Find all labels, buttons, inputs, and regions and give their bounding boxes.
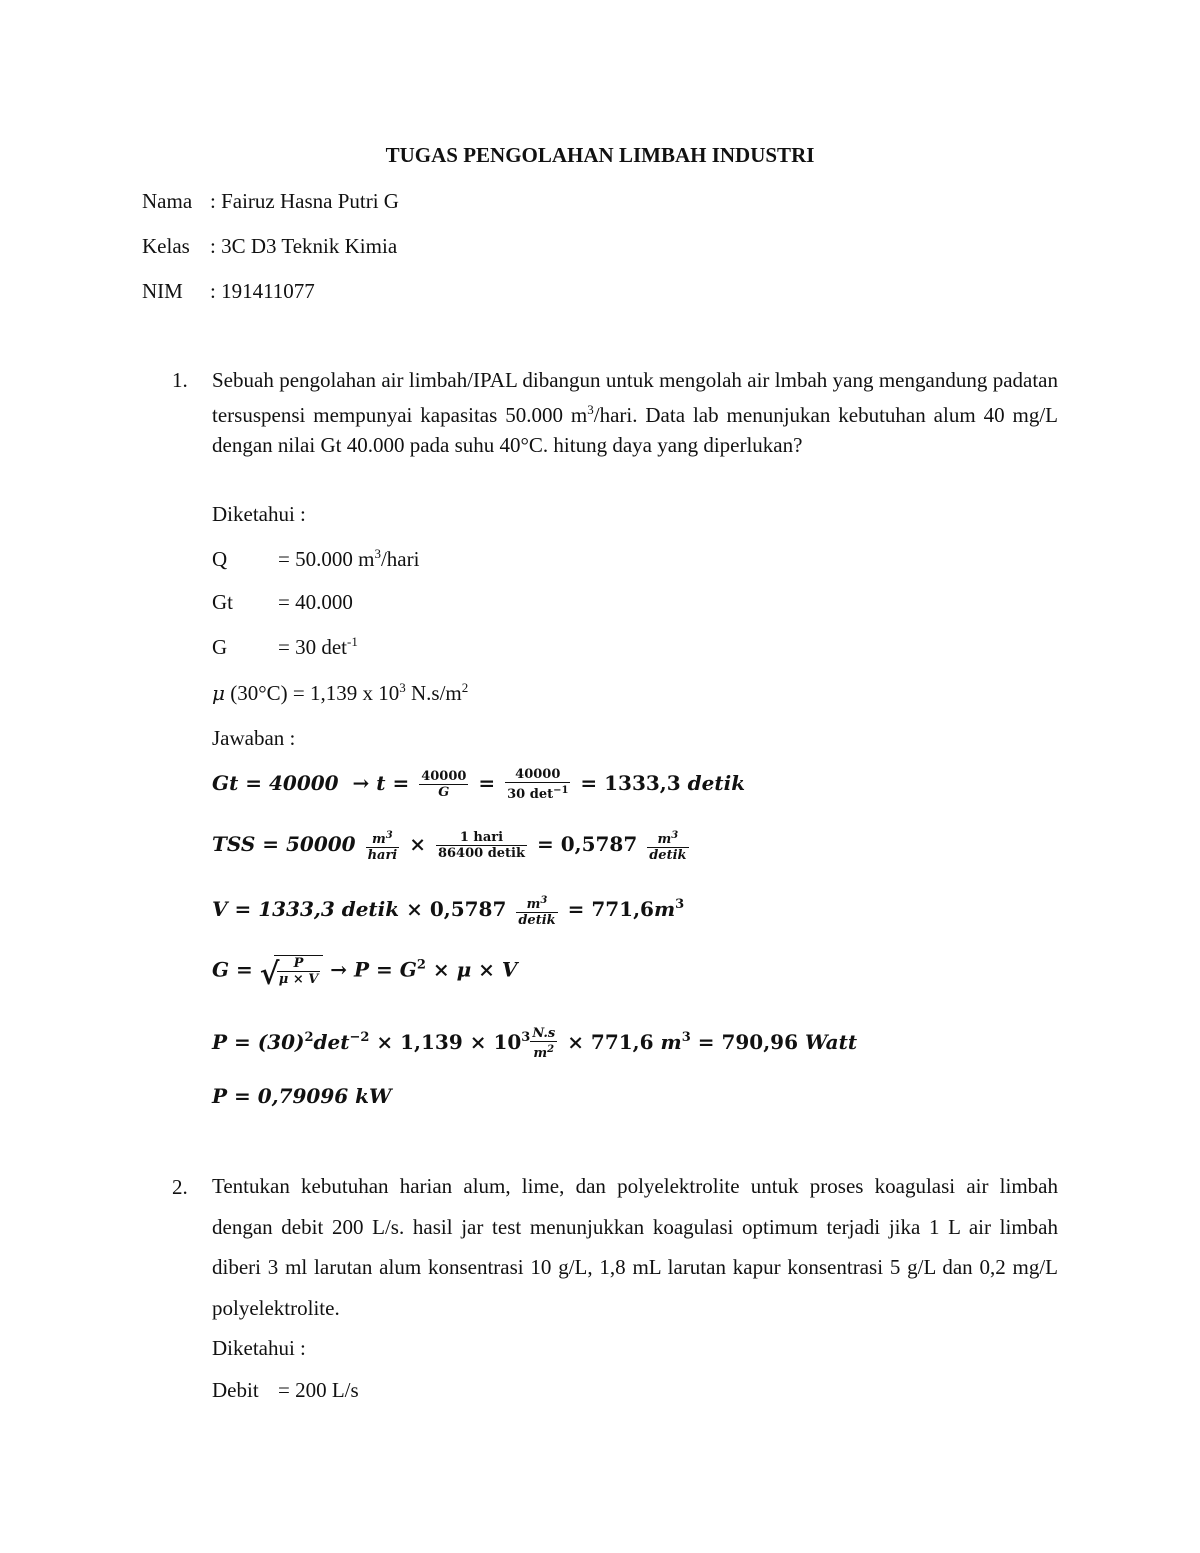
eq1-t: t = — [376, 771, 410, 795]
eq5-unit-fraction: $\frac{N.s}{m^2}$ — [532, 1026, 556, 1061]
eq2-result: = 0,5787 — [536, 832, 638, 856]
equation-1: Gt = 40000 → t = $\frac{40000}{G}$ = $\frac{40000}{30 \det^{-1}}$ = 1333,3 detik — [212, 767, 746, 802]
equation-4 — [212, 955, 518, 992]
known-key: Q — [212, 547, 228, 571]
eq6-unit: kW — [355, 1084, 392, 1108]
eq2-fraction-2: $\frac{\text{1 hari}}{\text{86400 detik}}$ — [437, 830, 526, 861]
eq2-lhs: TSS = 50000 — [212, 832, 356, 856]
mu-sup1: 3 — [399, 680, 406, 695]
eq3-unit2: m — [653, 897, 676, 921]
eq5-mid: × 1,139 × 10 — [376, 1030, 522, 1054]
eq5-lhs: P = (30) — [212, 1030, 305, 1054]
mu-text-a: (30°C) = 1,139 x 10 — [230, 681, 400, 705]
mu-sup2: 2 — [461, 680, 469, 695]
eq2-unit-fraction-1: $\frac{m^3}{\text{hari}}$ — [367, 830, 398, 863]
eq4-rhs: P = G — [354, 957, 417, 982]
eq1-fraction-1: $\frac{40000}{G}$ — [421, 769, 467, 800]
question-1-text — [212, 365, 1058, 460]
known-value: = 200 L/s — [278, 1378, 359, 1402]
eq1-arrow: → — [352, 771, 370, 795]
eq2-times: × — [409, 832, 426, 856]
identity-class-row — [142, 234, 397, 259]
q1-text-sup: 3 — [587, 402, 594, 417]
q1-text-b: /hari. Data lab menunjukan kebutuhan alum 40 mg/L dengan nilai Gt 40.000 pada suhu 40°C. hitung daya yang diperlukan? — [212, 403, 1059, 457]
equation-6 — [212, 1084, 391, 1108]
eq5-mid2: × 771,6 — [567, 1030, 654, 1054]
known-row-g — [212, 634, 358, 660]
eq5-result: = 790,96 — [697, 1030, 798, 1054]
mu-text-b: N.s/m — [405, 681, 462, 705]
known-tail: /hari — [380, 547, 420, 571]
known-sup: -1 — [347, 634, 358, 649]
q2-known-label: Diketahui : — [212, 1336, 306, 1360]
known-row-debit — [212, 1378, 359, 1403]
known-value: = 30 det — [278, 635, 347, 659]
eq6-lhs: P = 0,79096 — [212, 1084, 349, 1108]
known-key: Gt — [212, 590, 233, 614]
equation-2 — [212, 828, 692, 863]
known-value: = 40.000 — [278, 590, 353, 614]
identity-nim-row — [142, 279, 315, 304]
eq4-rhs2: × μ × V — [432, 957, 518, 982]
eq2-unit-fraction-2: $\frac{m^3}{\text{detik}}$ — [649, 830, 687, 863]
identity-label: Nama — [142, 189, 193, 213]
eq3-unit1: detik — [341, 897, 400, 921]
eq3-result: = 771,6 — [567, 897, 654, 921]
identity-label: NIM — [142, 279, 183, 303]
q1-text-a: Sebuah pengolahan air limbah/IPAL dibangun untuk mengolah air lmbah yang mengandung padatan tersuspensi mempunyai kapasitas 50.000 m — [212, 368, 1058, 427]
question-2-text: Tentukan kebutuhan harian alum, lime, dan polyelektrolite untuk proses koagulasi air limbah dengan debit 200 L/s. hasil jar test menunjukkan koagulasi optimum terjadi jika 1 L air limbah diberi 3 ml larutan alum konsentrasi 10 g/L, 1,8 mL larutan kapur konsentrasi 5 g/L dan 0,2 mg/L polyelektrolite. — [212, 1174, 1058, 1320]
known-value: = 50.000 m — [278, 547, 375, 571]
eq1-lhs: Gt = 40000 — [212, 771, 339, 795]
known-key: G — [212, 635, 228, 659]
equation-3 — [212, 893, 684, 928]
eq5-m-sup: 3 — [681, 1030, 691, 1045]
eq3-unit2-sup: 3 — [675, 897, 685, 912]
equation-5 — [212, 1026, 857, 1061]
eq5-det-sup: −2 — [349, 1030, 370, 1045]
known-row-mu — [212, 680, 468, 706]
eq5-sup1: 2 — [304, 1030, 314, 1045]
eq3-unit-fraction: $\frac{m^3}{\text{detik}}$ — [518, 895, 556, 928]
q1-known-label: Diketahui : — [212, 502, 306, 526]
question-2-number: 2. — [172, 1175, 188, 1199]
identity-value: : 191411077 — [210, 279, 315, 303]
known-sup: 3 — [374, 546, 381, 561]
eq1-unit: detik — [687, 771, 746, 795]
eq5-m: m — [660, 1030, 682, 1054]
known-row-q — [212, 546, 419, 572]
eq5-sup2: 3 — [521, 1030, 531, 1045]
known-key: Debit — [212, 1378, 259, 1402]
q1-answer-label: Jawaban : — [212, 726, 296, 750]
identity-name-row — [142, 189, 399, 214]
question-1-number: 1. — [172, 368, 188, 392]
identity-value: : Fairuz Hasna Putri G — [210, 189, 399, 213]
eq4-sqrt: √ $\frac{P}{\mu \times V}$ — [260, 955, 324, 987]
identity-label: Kelas — [142, 234, 190, 258]
eq1-fraction-2: $\frac{40000}{30 \det^{-1}}$ — [507, 767, 569, 802]
eq4-arrow: → — [330, 957, 348, 982]
eq3-mid: × 0,5787 — [406, 897, 507, 921]
eq5-unit: Watt — [804, 1030, 858, 1054]
eq5-det: det — [313, 1030, 350, 1054]
eq4-rhs-sup: 2 — [416, 957, 426, 973]
eq4-lhs: G = — [212, 957, 253, 982]
known-row-gt — [212, 590, 353, 615]
eq1-result: = 1333,3 — [580, 771, 681, 795]
mu-symbol: μ — [212, 681, 225, 705]
identity-value: : 3C D3 Teknik Kimia — [210, 234, 398, 258]
eq3-lhs: V = 1333,3 — [212, 897, 335, 921]
page-title: TUGAS PENGOLAHAN LIMBAH INDUSTRI — [385, 143, 815, 167]
